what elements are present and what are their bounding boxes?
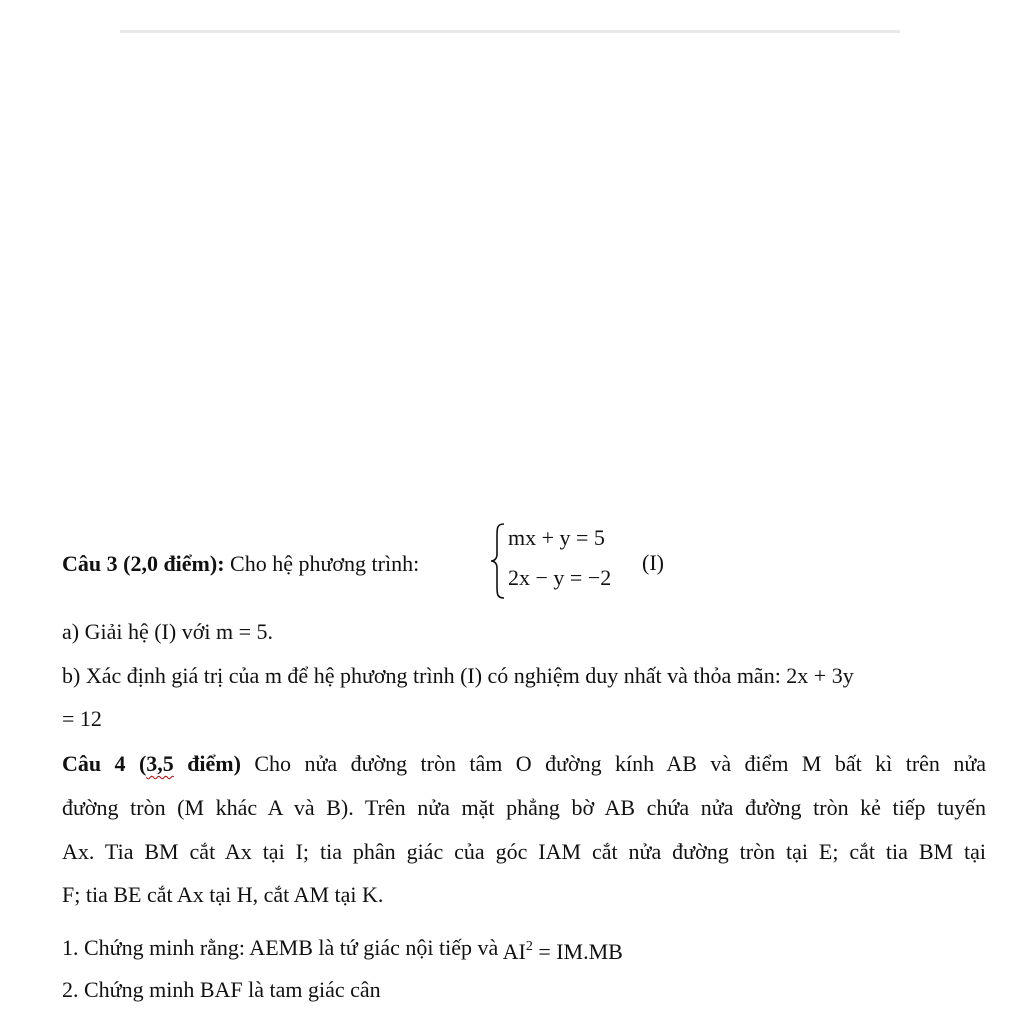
q4-heading-prefix: Câu 4 ( (62, 751, 147, 776)
q3-heading: Câu 3 (2,0 điểm): (62, 551, 225, 576)
formula-base: AI (502, 939, 526, 964)
equation-2: 2x − y = −2 (508, 565, 612, 590)
q3-heading-line (62, 550, 419, 578)
q4-line4: F; tia BE cắt Ax tại H, cắt AM tại K. (62, 882, 384, 907)
q3-part-a: a) Giải hệ (I) với m = 5. (62, 619, 273, 644)
system-label: (I) (642, 550, 664, 575)
curly-brace-icon (490, 522, 506, 600)
q4-item1-formula (503, 939, 623, 964)
formula-exponent: 2 (525, 939, 533, 954)
q4-item1-text: 1. Chứng minh rằng: AEMB là tứ giác nội tiếp và (62, 935, 503, 960)
q4-item1 (62, 929, 623, 962)
formula-rest: = IM.MB (532, 939, 623, 964)
equation-1: mx + y = 5 (508, 525, 605, 550)
scan-artifact (120, 30, 900, 33)
q4-line2: đường tròn (M khác A và B). Trên nửa mặt phẳng bờ AB chứa nửa đường tròn kẻ tiếp tuyến (62, 795, 986, 820)
q3-part-b-line1: b) Xác định giá trị của m để hệ phương trình (I) có nghiệm duy nhất và thỏa mãn: 2x + 3y (62, 663, 854, 688)
q4-score: 3,5 (146, 751, 174, 776)
q4-heading-suffix: điểm) (173, 751, 241, 776)
q4-item2: 2. Chứng minh BAF là tam giác cân (62, 977, 381, 1002)
q4-line1-text: Cho nửa đường tròn tâm O đường kính AB và điểm M bất kì trên nửa (240, 751, 987, 776)
q3-intro: Cho hệ phương trình: (224, 551, 420, 576)
q4-line1 (62, 750, 986, 778)
equation-system (490, 522, 690, 602)
q4-line3: Ax. Tia BM cắt Ax tại I; tia phân giác của góc IAM cắt nửa đường tròn tại E; cắt tia BM tại (62, 839, 986, 864)
q4-heading (62, 751, 241, 776)
q3-part-b-line2: = 12 (62, 706, 102, 731)
